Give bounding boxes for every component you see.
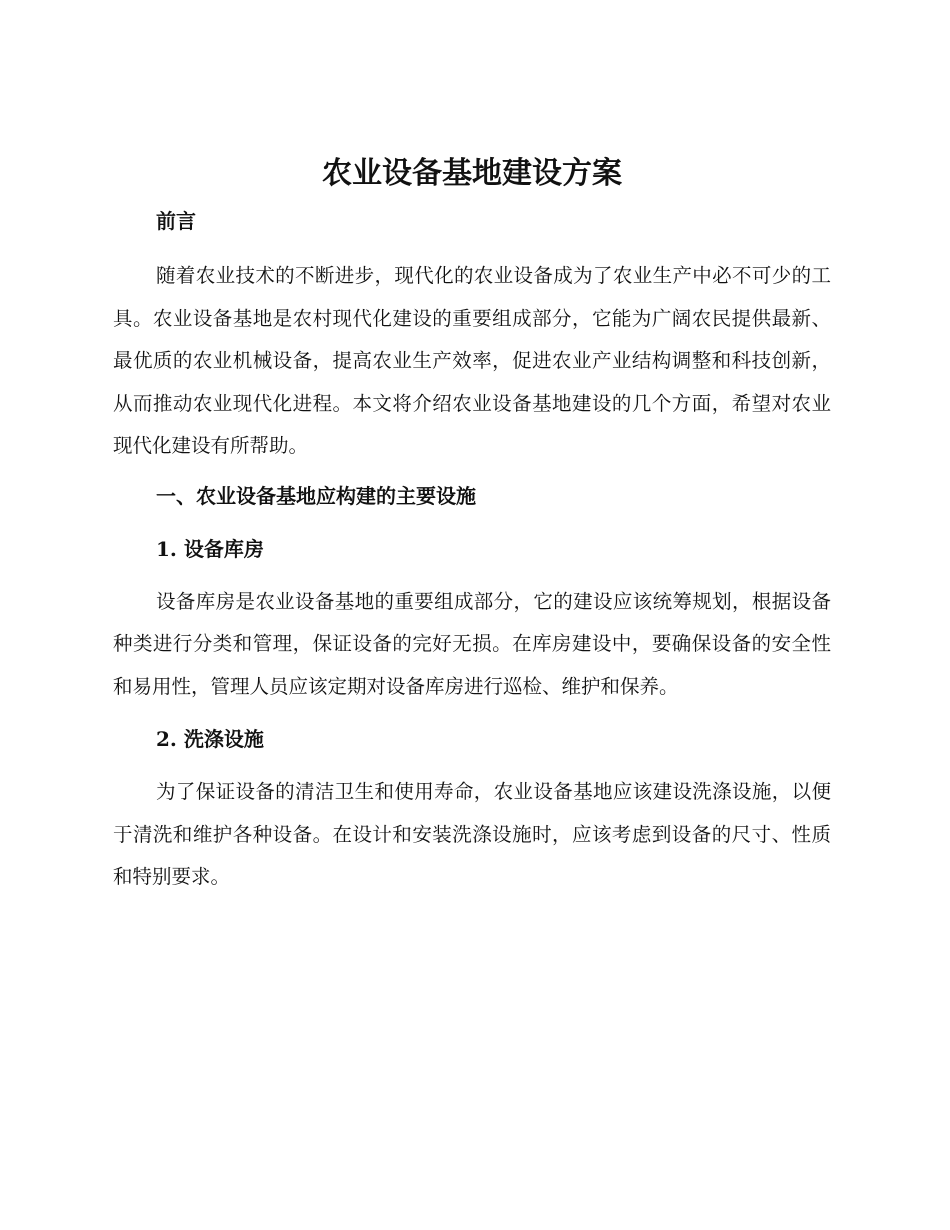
subsection-1-heading: 1. 设备库房 [156, 536, 264, 561]
subsection-2-paragraph: 为了保证设备的清洁卫生和使用寿命，农业设备基地应该建设洗涤设施，以便于清洗和维护各种设备。在设计和安装洗涤设施时，应该考虑到设备的尺寸、性质和特别要求。 [113, 780, 831, 888]
preface-paragraph: 随着农业技术的不断进步，现代化的农业设备成为了农业生产中必不可少的工具。农业设备基地是农村现代化建设的重要组成部分，它能为广阔农民提供最新、最优质的农业机械设备，提高农业生产效率，促进农业产业结构调整和科技创新，从而推动农业现代化进程。本文将介绍农业设备基地建设的几个方面，希望对农业现代化建设有所帮助。 [113, 264, 831, 457]
section-1-heading: 一、农业设备基地应构建的主要设施 [156, 483, 476, 508]
subsection-2-heading: 2. 洗涤设施 [156, 727, 264, 751]
document-page [113, 148, 831, 899]
document-title: 农业设备基地建设方案 [322, 156, 622, 191]
preface-heading: 前言 [156, 209, 196, 233]
subsection-1-paragraph: 设备库房是农业设备基地的重要组成部分，它的建设应该统筹规划，根据设备种类进行分类和管理，保证设备的完好无损。在库房建设中，要确保设备的安全性和易用性，管理人员应该定期对设备库房进行巡检、维护和保养。 [113, 589, 831, 698]
